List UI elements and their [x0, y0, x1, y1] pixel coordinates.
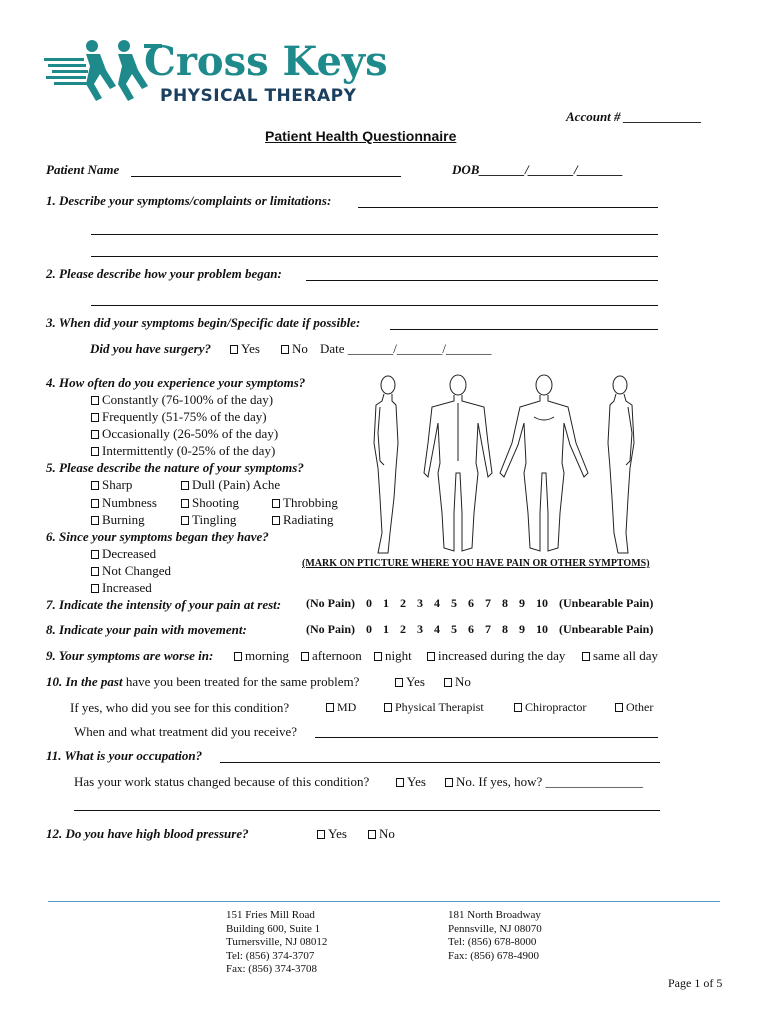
q5-option-label: Radiating [283, 512, 334, 527]
scale-number[interactable]: 10 [536, 596, 548, 610]
surgery-yes-option[interactable] [230, 341, 260, 357]
q10-no-label: No [455, 674, 471, 689]
q8-label: 8. Indicate your pain with movement: [46, 622, 247, 637]
checkbox-icon[interactable] [91, 499, 99, 508]
checkbox-icon[interactable] [181, 516, 189, 525]
q5-option-label: Tingling [192, 512, 237, 527]
q4-option-label: Occasionally (26-50% of the day) [102, 426, 279, 441]
checkbox-icon[interactable] [181, 499, 189, 508]
scale-number[interactable]: 2 [400, 596, 406, 610]
surgery-no-option[interactable] [281, 341, 308, 357]
q10-label [46, 674, 359, 690]
q4-option[interactable] [91, 409, 267, 425]
checkbox-icon[interactable] [444, 678, 452, 687]
q5-option-label: Throbbing [283, 495, 338, 510]
q10-no-option[interactable] [444, 674, 471, 690]
address-line: Fax: (856) 374-3708 [226, 963, 318, 976]
q10-who-option[interactable] [615, 700, 653, 715]
scale-number[interactable]: 2 [400, 622, 406, 636]
logo [44, 36, 414, 112]
page-number: Page 1 of 5 [668, 976, 723, 990]
scale-high-label: (Unbearable Pain) [559, 622, 654, 636]
q1-answer-line[interactable] [91, 234, 658, 235]
q11-occupation-line[interactable] [220, 762, 660, 763]
q1-answer-line[interactable] [358, 207, 658, 208]
scale-high-label: (Unbearable Pain) [559, 596, 654, 610]
q11-work-label: Has your work status changed because of this condition? [74, 774, 370, 789]
q9-option-label: afternoon [312, 648, 362, 663]
checkbox-icon[interactable] [374, 652, 382, 661]
checkbox-icon[interactable] [384, 703, 392, 712]
q9-option-label: same all day [593, 648, 658, 663]
checkbox-icon[interactable] [91, 516, 99, 525]
q11-no-option[interactable] [445, 774, 643, 790]
q5-option-label: Burning [102, 512, 145, 527]
q10-treatment-line[interactable] [315, 737, 658, 738]
checkbox-icon[interactable] [234, 652, 242, 661]
q5-option[interactable] [91, 512, 145, 528]
rest-pain-scale[interactable] [306, 596, 657, 611]
q5-option[interactable] [272, 512, 334, 528]
checkbox-icon[interactable] [326, 703, 334, 712]
q6-option[interactable] [91, 563, 171, 579]
q5-option[interactable] [181, 495, 239, 511]
q10-who-option[interactable] [514, 700, 586, 715]
checkbox-icon[interactable] [514, 703, 522, 712]
q4-label: 4. How often do you experience your symptoms? [46, 375, 306, 390]
page-title: Patient Health Questionnaire [265, 128, 457, 144]
q10-yes-option[interactable] [395, 674, 425, 690]
checkbox-icon[interactable] [427, 652, 435, 661]
surgery-label: Did you have surgery? [90, 341, 211, 356]
q10-label-emphasis: 10. In the past [46, 674, 123, 689]
scale-number[interactable]: 7 [485, 622, 491, 636]
q3-answer-line[interactable] [390, 329, 658, 330]
checkbox-icon[interactable] [272, 499, 280, 508]
checkbox-icon[interactable] [230, 345, 238, 354]
q12-label: 12. Do you have high blood pressure? [46, 826, 249, 841]
scale-number[interactable]: 6 [468, 596, 474, 610]
account-number-field[interactable]: Account # ____________ [566, 109, 702, 124]
q2-answer-line[interactable] [306, 280, 658, 281]
q4-option[interactable] [91, 426, 278, 442]
scale-number[interactable]: 0 [366, 596, 372, 610]
checkbox-icon[interactable] [272, 516, 280, 525]
q9-option[interactable] [234, 648, 289, 664]
q5-option-label: Shooting [192, 495, 239, 510]
address-line: 181 North Broadway [448, 909, 541, 921]
q10-label-rest: have you been treated for the same problem? [125, 674, 360, 689]
q11-label: 11. What is your occupation? [46, 748, 203, 763]
q10-who-option-label: Physical Therapist [395, 700, 484, 714]
scale-number[interactable]: 8 [502, 622, 508, 636]
q7-label: 7. Indicate the intensity of your pain at rest: [46, 597, 282, 612]
q10-who-label: If yes, who did you see for this condition? [70, 700, 290, 715]
scale-number[interactable]: 3 [417, 622, 423, 636]
scale-low-label: (No Pain) [306, 596, 355, 610]
scale-number[interactable]: 9 [519, 622, 525, 636]
checkbox-icon[interactable] [396, 778, 404, 787]
q6-option-label: Decreased [102, 546, 157, 561]
q9-option-label: increased during the day [438, 648, 566, 663]
q6-option-label: Not Changed [102, 563, 171, 578]
patient-name-field[interactable] [131, 176, 401, 177]
scale-number[interactable]: 5 [451, 622, 457, 636]
q9-option-label: night [385, 648, 412, 663]
checkbox-icon[interactable] [615, 703, 623, 712]
scale-number[interactable]: 10 [536, 622, 548, 636]
q10-who-option-label: Other [626, 700, 654, 714]
checkbox-icon[interactable] [301, 652, 309, 661]
q12-no-option[interactable] [368, 826, 395, 842]
picture-caption: (MARK ON PTICTURE WHERE YOU HAVE PAIN OR OTHER SYMPTOMS) [302, 558, 650, 569]
dob-field[interactable]: DOB_______/_______/_______ [452, 162, 624, 177]
footer-address-right [448, 909, 542, 963]
checkbox-icon[interactable] [281, 345, 289, 354]
scale-number[interactable]: 7 [485, 596, 491, 610]
scale-number[interactable]: 8 [502, 596, 508, 610]
q2-answer-line[interactable] [91, 305, 658, 306]
address-line: Tel: (856) 678-8000 [448, 936, 537, 949]
body-figures-icon [358, 373, 648, 558]
q3-label: 3. When did your symptoms begin/Specific date if possible: [46, 315, 361, 330]
checkbox-icon[interactable] [317, 830, 325, 839]
surgery-yes-label: Yes [241, 341, 260, 356]
q11-yes-label: Yes [407, 774, 426, 789]
q4-option-label: Constantly (76-100% of the day) [102, 392, 274, 407]
footer-rule [48, 901, 720, 902]
q6-label: 6. Since your symptoms began they have? [46, 529, 269, 544]
address-line: Fax: (856) 678-4900 [448, 949, 540, 962]
q5-option[interactable] [91, 495, 157, 511]
checkbox-icon[interactable] [368, 830, 376, 839]
scale-number[interactable]: 4 [434, 622, 440, 636]
scale-number[interactable]: 9 [519, 596, 525, 610]
q6-option[interactable] [91, 580, 152, 596]
q2-label: 2. Please describe how your problem began: [46, 266, 282, 281]
q6-option-label: Increased [102, 580, 152, 595]
q10-yes-label: Yes [406, 674, 425, 689]
q9-option[interactable] [374, 648, 412, 664]
scale-number[interactable]: 5 [451, 596, 457, 610]
q9-option-label: morning [245, 648, 290, 663]
checkbox-icon[interactable] [91, 550, 99, 559]
q10-who-option[interactable] [384, 700, 484, 715]
q1-answer-line[interactable] [91, 256, 658, 257]
scale-number[interactable]: 0 [366, 622, 372, 636]
address-line: 151 Fries Mill Road [226, 909, 315, 921]
q12-yes-label: Yes [328, 826, 347, 841]
checkbox-icon[interactable] [91, 584, 99, 593]
q5-option[interactable] [91, 477, 132, 493]
address-line: Turnersville, NJ 08012 [226, 936, 328, 949]
footer-address-left [226, 909, 327, 977]
scale-number[interactable]: 1 [383, 596, 389, 610]
q5-option[interactable] [181, 477, 280, 493]
checkbox-icon[interactable] [91, 481, 99, 490]
address-line: Tel: (856) 374-3707 [226, 949, 315, 962]
q9-option[interactable] [582, 648, 658, 664]
checkbox-icon[interactable] [181, 481, 189, 490]
scale-number[interactable]: 3 [417, 596, 423, 610]
q11-answer-line[interactable] [74, 810, 660, 811]
q5-option-label: Numbness [102, 495, 157, 510]
patient-name-label: Patient Name [46, 162, 120, 177]
checkbox-icon[interactable] [91, 413, 99, 422]
movement-pain-scale[interactable] [306, 622, 657, 637]
q4-option[interactable] [91, 443, 275, 459]
q10-who-option-label: Chiropractor [525, 700, 587, 714]
q5-option[interactable] [272, 495, 338, 511]
q5-option-label: Dull (Pain) Ache [192, 477, 281, 492]
q9-option[interactable] [301, 648, 362, 664]
address-line: Pennsville, NJ 08070 [448, 922, 542, 935]
scale-low-label: (No Pain) [306, 622, 355, 636]
logo-name: Cross Keys [144, 38, 388, 85]
checkbox-icon[interactable] [582, 652, 590, 661]
q11-yes-option[interactable] [396, 774, 426, 790]
q12-no-label: No [379, 826, 395, 841]
surgery-no-label: No [292, 341, 308, 356]
q1-label: 1. Describe your symptoms/complaints or limitations: [46, 193, 332, 208]
q4-option[interactable] [91, 392, 273, 408]
q5-option[interactable] [181, 512, 236, 528]
scale-number[interactable]: 6 [468, 622, 474, 636]
q5-label: 5. Please describe the nature of your symptoms? [46, 460, 304, 475]
q4-option-label: Frequently (51-75% of the day) [102, 409, 267, 424]
checkbox-icon[interactable] [91, 567, 99, 576]
surgery-date-field[interactable]: Date _______/_______/_______ [320, 341, 492, 356]
logo-subtitle: PHYSICAL THERAPY [160, 86, 357, 106]
q10-treatment-label: When and what treatment did you receive? [74, 724, 298, 739]
scale-number[interactable]: 1 [383, 622, 389, 636]
q10-who-option[interactable] [326, 700, 356, 715]
q5-option-label: Sharp [102, 477, 133, 492]
q11-no-label: No. If yes, how? _______________ [456, 774, 644, 789]
body-diagram[interactable] [358, 373, 648, 558]
q4-option-label: Intermittently (0-25% of the day) [102, 443, 276, 458]
q12-yes-option[interactable] [317, 826, 347, 842]
scale-number[interactable]: 4 [434, 596, 440, 610]
q6-option[interactable] [91, 546, 156, 562]
q10-who-option-label: MD [337, 700, 357, 714]
checkbox-icon[interactable] [91, 430, 99, 439]
q9-option[interactable] [427, 648, 565, 664]
checkbox-icon[interactable] [91, 396, 99, 405]
q9-label: 9. Your symptoms are worse in: [46, 648, 214, 663]
checkbox-icon[interactable] [445, 778, 453, 787]
address-line: Building 600, Suite 1 [226, 922, 321, 935]
checkbox-icon[interactable] [91, 447, 99, 456]
checkbox-icon[interactable] [395, 678, 403, 687]
